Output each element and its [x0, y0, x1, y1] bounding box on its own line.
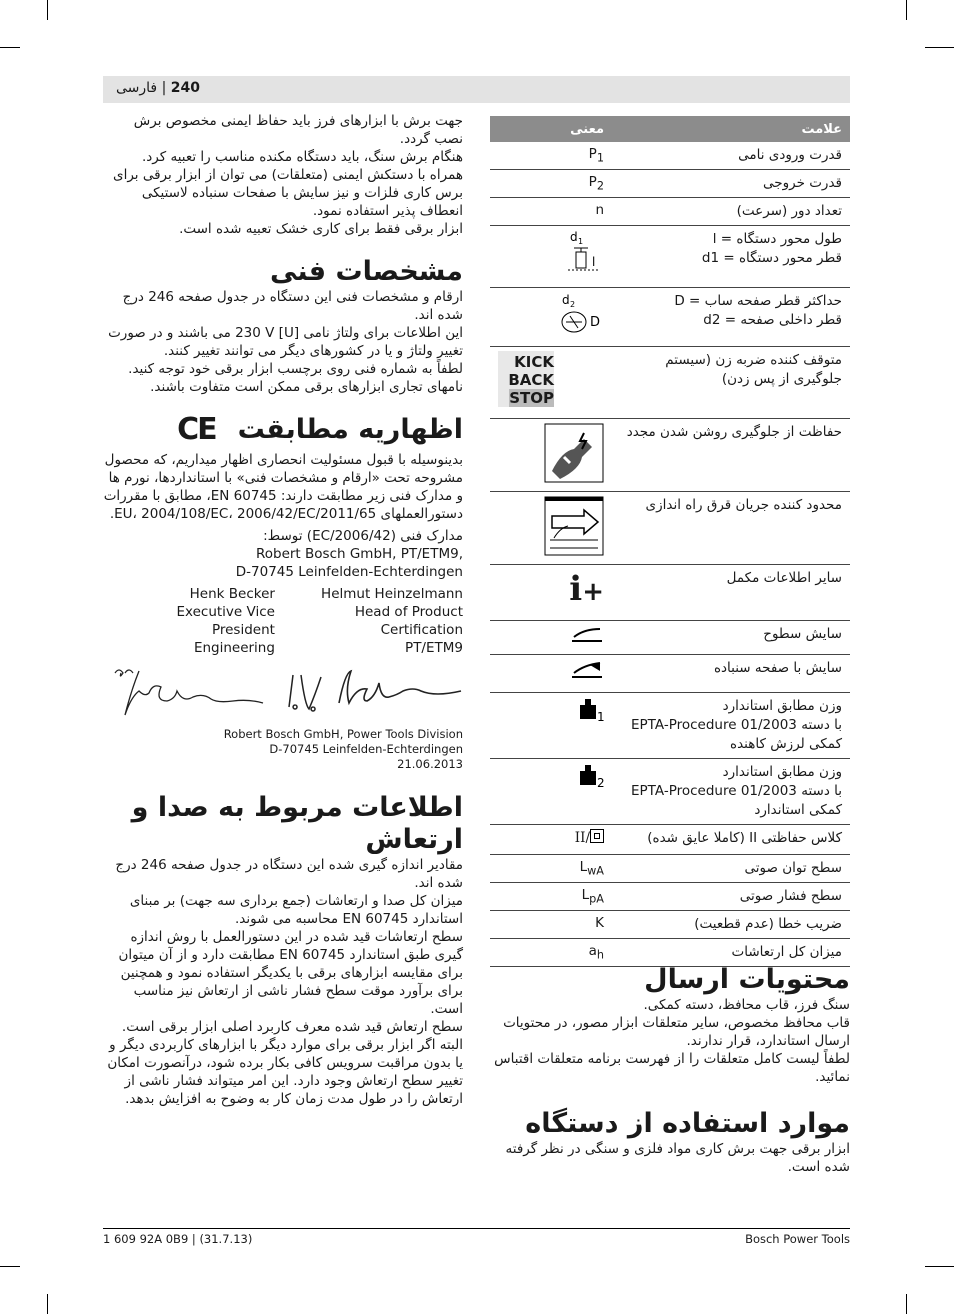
noise-paragraph: میزان کل صدا و ارتعاشات (جمع برداری سه جهت) بر مبنای استاندارد EN 60745 محاسبه می شوند.	[129, 893, 463, 927]
conformity-paragraph: بدینوسیله با قبول مسئولیت انحصاری اظهار میداریم، که محصول مشروحه تحت «ارقام و مشخصات فنی» با استانداردها، نورم ها و مدارک فنی زیر مطابقت دارند: EN 60745، مطابق با مقررات دستورالعملهای 2011/65/EU، 2004/108/EC، 2006/42/EC.	[103, 452, 463, 522]
signer-right: Helmut Heinzelmann Head of Product Certification PT/ETM9	[321, 586, 463, 656]
symbol-meaning: l = طول محور دستگاه d1 = قطر محور دستگاه	[612, 226, 850, 288]
table-row	[490, 226, 850, 288]
symbol-k-icon: K	[490, 911, 612, 939]
symbol-p2-icon: $P_2$	[490, 170, 612, 198]
symbol-meaning: وزن مطابق استاندارد EPTA-Procedure 01/2003 با دسته کمکی استاندارد	[612, 759, 850, 825]
table-row	[490, 855, 850, 883]
table-row	[490, 347, 850, 419]
delivery-heading: محتویات ارسال	[644, 964, 850, 995]
symbol-meaning: متوقف کننده ضربه زن (سیستم جلوگیری از پس زدن)	[612, 347, 850, 419]
svg-text:2: 2	[570, 300, 576, 309]
symbol-n-icon: n	[490, 198, 612, 226]
table-row	[490, 825, 850, 855]
footer-left: 1 609 92A 0B9 | (31.7.13)	[103, 1232, 253, 1246]
symbol-meaning: سطح فشار صوتی	[612, 883, 850, 911]
table-header-symbol: علامت	[612, 116, 850, 142]
table-row	[490, 939, 850, 967]
crop-mark	[925, 1266, 954, 1267]
page-header	[103, 76, 850, 103]
symbol-d2-d-icon	[490, 288, 612, 347]
table-row	[490, 759, 850, 825]
symbol-meaning: سایش با صفحه سنباده	[612, 655, 850, 693]
intro-paragraph: جهت برش با ابزارهای فرز باید حفاظ ایمنی مخصوص برش نصب گردد.	[133, 113, 463, 147]
ce-mark-icon: CE	[177, 412, 216, 447]
conformity-paragraph: مدارک فنی (2006/42/EC) توسط:	[263, 528, 463, 544]
svg-text:d: d	[570, 230, 578, 244]
table-row	[490, 419, 850, 492]
svg-text:1: 1	[597, 710, 604, 721]
right-column-text	[490, 964, 850, 1176]
signer-left: Henk Becker Executive Vice President Engineering	[176, 586, 275, 656]
page-number: 240	[170, 80, 200, 96]
symbol-p1-icon: $P_1$	[490, 142, 612, 170]
conformity-heading: اظهاریه مطابقت	[237, 413, 463, 445]
table-row	[490, 911, 850, 939]
crop-mark	[47, 0, 48, 20]
conformity-heading-row	[103, 412, 463, 447]
signature-caption: Robert Bosch GmbH, Power Tools Division D-70745 Leinfelden-Echterdingen 21.06.2013	[223, 727, 463, 771]
symbol-weight-2-icon	[490, 759, 612, 825]
signers	[103, 585, 463, 657]
footer-rule	[103, 1228, 850, 1229]
symbol-d1-l-icon	[490, 226, 612, 288]
symbol-meaning: کلاس حفاظتی II (کاملا عایق شده)	[612, 825, 850, 855]
specs-paragraph: لطفاً به شماره فنی روی برچسب ابزار برقی خود توجه کنید. نامهای تجاری ابزارهای برقی ممکن است متفاوت باشند.	[128, 361, 463, 395]
crop-mark	[47, 1294, 48, 1314]
symbol-meaning: سایر اطلاعات مکمل	[612, 565, 850, 621]
symbol-sanding-disc-icon	[490, 655, 612, 693]
symbol-flat-disc-icon	[490, 621, 612, 655]
symbol-meaning: قدرت خروجی	[612, 170, 850, 198]
svg-text:D: D	[590, 315, 601, 330]
symbol-ah-icon: $a_h$	[490, 939, 612, 967]
table-header-row	[490, 116, 850, 142]
intended-use-heading: موارد استفاده از دستگاه	[525, 1108, 850, 1139]
table-row	[490, 492, 850, 565]
symbol-weight-1-icon	[490, 693, 612, 759]
noise-paragraph: مقادیر اندازه گیری شده این دستگاه در جدول صفحه 246 درج شده اند.	[115, 857, 463, 891]
crop-mark	[906, 0, 907, 20]
delivery-paragraph: سنگ فرز، قاب محافظ، دسته کمکی.	[643, 997, 850, 1013]
symbol-meaning: سایش سطوح	[612, 621, 850, 655]
table-header-meaning: معنی	[490, 116, 612, 142]
table-row	[490, 288, 850, 347]
svg-text:l: l	[592, 255, 596, 269]
symbol-meaning: میزان کل ارتعاشات	[612, 939, 850, 967]
symbols-table	[490, 116, 850, 967]
symbol-i--icon: i+	[490, 565, 612, 621]
table-row	[490, 170, 850, 198]
table-row	[490, 693, 850, 759]
specs-paragraph: ارقام و مشخصات فنی این دستگاه در جدول صفحه 246 درج شده اند.	[122, 289, 463, 323]
signatures-image	[103, 663, 463, 725]
specs-heading: مشخصات فنی	[270, 256, 463, 287]
symbol-current-limit-icon	[490, 492, 612, 565]
symbol-lpa-icon: $L_{pA}$	[490, 883, 612, 911]
intended-use-paragraph: ابزار برقی جهت برش کاری مواد فلزی و سنگی در نظر گرفته شده است.	[505, 1141, 850, 1175]
specs-paragraph: این اطلاعات برای ولتاژ نامی [U] 230 V می باشند و در صورت تغییر ولتاژ و یا در کشورهای دیگر می توانند تغییر کنند.	[108, 325, 463, 359]
table-row	[490, 883, 850, 911]
crop-mark	[925, 47, 954, 48]
table-row	[490, 621, 850, 655]
symbol-lwa-icon: $L_{wA}$	[490, 855, 612, 883]
intro-paragraph: هنگام برش سنگ، باید دستگاه مکنده مناسب را تعبیه کرد.	[141, 149, 463, 165]
svg-text:2: 2	[597, 776, 604, 787]
symbol-kick-back-stop-icon: KICK BACK STOP	[490, 347, 612, 419]
table-row	[490, 655, 850, 693]
page-language: فارسی	[116, 80, 158, 96]
left-column	[103, 112, 463, 1108]
intro-paragraph: همراه با دستکش ایمنی (متعلقات) می توان از ابزار برقی برای برس کاری فلزات و نیز سایش با صفحات سنباده لاستیکی انعطاف پذیر استفاده نمود.	[113, 167, 463, 219]
symbol-meaning: تعداد دور (سرعت)	[612, 198, 850, 226]
table-row	[490, 565, 850, 621]
symbol-meaning: سطح توان صوتی	[612, 855, 850, 883]
noise-paragraph: سطح ارتعاش قید شده معرف کاربرد اصلی ابزار برقی است. البته اگر ابزار برقی برای موارد دیگر با ابزارهای کاربردی دیگر و یا بدون مراقبت سرویس کافی بکار برده شود، درآنصورت امکان تغییر سطح ارتعاش وجود دارد. این امر میتواند فشار ناشی از ارتعاش را در طول مدت زمان کار به وضوح به افزایش بدهد.	[107, 1019, 463, 1107]
delivery-paragraph: لطفاً لیست کامل متعلقات را از فهرست برنامه متعلقات اقتباس نمائید.	[494, 1051, 850, 1085]
symbol-meaning: قدرت ورودی نامی	[612, 142, 850, 170]
symbol-meaning: وزن مطابق استاندارد EPTA-Procedure 01/2003 با دسته کمکی لرزش کاهنده	[612, 693, 850, 759]
svg-text:d: d	[562, 293, 570, 307]
symbol-restart-protection-icon	[490, 419, 612, 492]
symbol-meaning: ضریب خطا (عدم قطعیت)	[612, 911, 850, 939]
svg-text:1: 1	[578, 237, 584, 246]
table-row	[490, 198, 850, 226]
symbol-ii--icon: II/	[490, 825, 612, 855]
delivery-paragraph: قاب محافظ مخصوص، سایر متعلقات ابزار مصور، در محتویات ارسال استاندارد، قرار ندارند.	[503, 1015, 850, 1049]
noise-paragraph: سطح ارتعاشات قید شده در این دستورالعمل با روش اندازه گیری طبق استاندارد EN 60745 مطابقت دارد و از آن میتوان برای مقایسه ابزارهای برقی با یکدیگر استفاده نمود و همچنین برای برآورد موقت سطح فشار ناشی از ارتعاش نیز مناسب است.	[118, 929, 463, 1017]
footer-right: Bosch Power Tools	[745, 1232, 850, 1246]
crop-mark	[906, 1294, 907, 1314]
page-header-text: 240 | فارسی	[116, 80, 200, 96]
address: Robert Bosch GmbH, PT/ETM9, D-70745 Leinfelden-Echterdingen	[235, 546, 463, 580]
symbol-meaning: حفاظت از جلوگیری روشن شدن مجدد	[612, 419, 850, 492]
symbol-meaning: محدود کننده جریان قرق راه اندازی	[612, 492, 850, 565]
noise-heading: اطلاعات مربوط به صدا و ارتعاش	[131, 792, 463, 855]
crop-mark	[0, 47, 20, 48]
intro-paragraph: ابزار برقی فقط برای کاری خشک تعبیه شده است.	[179, 221, 463, 237]
crop-mark	[0, 1266, 20, 1267]
table-row	[490, 142, 850, 170]
symbol-meaning: D = حداکثر قطر صفحه ساب d2 = قطر داخلی صفحه	[612, 288, 850, 347]
